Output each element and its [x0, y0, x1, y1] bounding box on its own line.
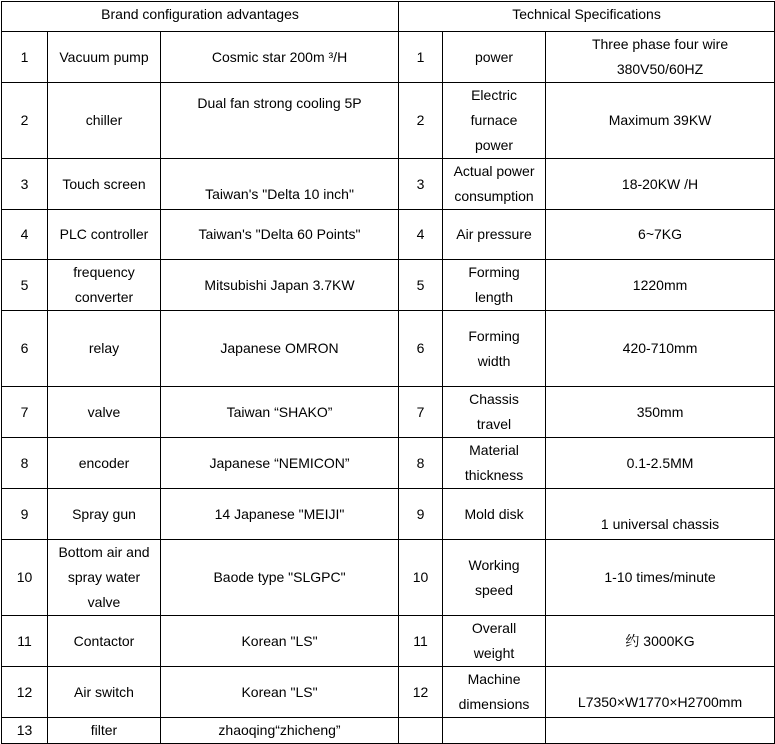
- row-number: 9: [2, 489, 48, 540]
- spec-value: 420-710mm: [546, 311, 775, 387]
- table-row: [2, 32, 775, 83]
- spec-name: Material thickness: [443, 438, 546, 489]
- brand-value: Taiwan's "Delta 10 inch": [161, 159, 399, 210]
- row-number: 5: [2, 260, 48, 311]
- component-name: chiller: [48, 83, 161, 159]
- component-name: Contactor: [48, 616, 161, 667]
- component-name: Spray gun: [48, 489, 161, 540]
- brand-value: Dual fan strong cooling 5P: [161, 83, 399, 159]
- spec-value: 1 universal chassis: [546, 489, 775, 540]
- table-row: [2, 540, 775, 616]
- spec-number: 7: [399, 387, 443, 438]
- brand-value: Cosmic star 200m ³/H: [161, 32, 399, 83]
- spec-name: Actual power consumption: [443, 159, 546, 210]
- brand-value: 14 Japanese "MEIJI": [161, 489, 399, 540]
- component-name: Touch screen: [48, 159, 161, 210]
- spec-name: Electric furnace power: [443, 83, 546, 159]
- spec-value: L7350×W1770×H2700mm: [546, 667, 775, 718]
- table-row: [2, 83, 775, 159]
- spec-name: [443, 718, 546, 744]
- component-name: encoder: [48, 438, 161, 489]
- component-name: valve: [48, 387, 161, 438]
- spec-name: Mold disk: [443, 489, 546, 540]
- table-row: [2, 718, 775, 744]
- brand-value: Baode type "SLGPC": [161, 540, 399, 616]
- row-number: 8: [2, 438, 48, 489]
- table-row: [2, 311, 775, 387]
- row-number: 12: [2, 667, 48, 718]
- component-name: Air switch: [48, 667, 161, 718]
- spec-name: power: [443, 32, 546, 83]
- component-name: PLC controller: [48, 210, 161, 260]
- brand-value: zhaoqing“zhicheng”: [161, 718, 399, 744]
- component-name: filter: [48, 718, 161, 744]
- component-name: relay: [48, 311, 161, 387]
- spec-number: 10: [399, 540, 443, 616]
- row-number: 13: [2, 718, 48, 744]
- spec-value: Maximum 39KW: [546, 83, 775, 159]
- table-row: [2, 667, 775, 718]
- spec-number: 11: [399, 616, 443, 667]
- spec-value: 0.1-2.5MM: [546, 438, 775, 489]
- spec-value: Three phase four wire 380V50/60HZ: [546, 32, 775, 83]
- spec-value: 6~7KG: [546, 210, 775, 260]
- table-row: [2, 210, 775, 260]
- spec-table: [1, 1, 775, 744]
- row-number: 10: [2, 540, 48, 616]
- brand-value: Taiwan's "Delta 60 Points": [161, 210, 399, 260]
- row-number: 2: [2, 83, 48, 159]
- right-section-heading: Technical Specifications: [399, 2, 775, 32]
- spec-name: Overall weight: [443, 616, 546, 667]
- spec-value: [546, 718, 775, 744]
- brand-value: Taiwan “SHAKO”: [161, 387, 399, 438]
- spec-number: 3: [399, 159, 443, 210]
- table-row: [2, 438, 775, 489]
- spec-value: 约 3000KG: [546, 616, 775, 667]
- brand-value: Japanese OMRON: [161, 311, 399, 387]
- spec-number: 5: [399, 260, 443, 311]
- table-row: [2, 387, 775, 438]
- spec-name: Working speed: [443, 540, 546, 616]
- spec-number: 2: [399, 83, 443, 159]
- row-number: 4: [2, 210, 48, 260]
- table-row: [2, 616, 775, 667]
- spec-name: Forming width: [443, 311, 546, 387]
- spec-name: Chassis travel: [443, 387, 546, 438]
- row-number: 1: [2, 32, 48, 83]
- table-row: [2, 489, 775, 540]
- brand-value: Japanese “NEMICON”: [161, 438, 399, 489]
- spec-number: 9: [399, 489, 443, 540]
- row-number: 6: [2, 311, 48, 387]
- spec-value: 350mm: [546, 387, 775, 438]
- header-row: [2, 2, 775, 32]
- brand-value: Korean "LS": [161, 616, 399, 667]
- component-name: Bottom air and spray water valve: [48, 540, 161, 616]
- spec-number: 6: [399, 311, 443, 387]
- row-number: 7: [2, 387, 48, 438]
- spec-name: Forming length: [443, 260, 546, 311]
- component-name: frequency converter: [48, 260, 161, 311]
- table-row: [2, 260, 775, 311]
- spec-number: 8: [399, 438, 443, 489]
- spec-name: Air pressure: [443, 210, 546, 260]
- brand-value: Mitsubishi Japan 3.7KW: [161, 260, 399, 311]
- row-number: 3: [2, 159, 48, 210]
- table-row: [2, 159, 775, 210]
- spec-number: [399, 718, 443, 744]
- spec-value: 18-20KW /H: [546, 159, 775, 210]
- brand-value: Korean "LS": [161, 667, 399, 718]
- spec-number: 1: [399, 32, 443, 83]
- row-number: 11: [2, 616, 48, 667]
- component-name: Vacuum pump: [48, 32, 161, 83]
- spec-value: 1-10 times/minute: [546, 540, 775, 616]
- spec-value: 1220mm: [546, 260, 775, 311]
- spec-number: 4: [399, 210, 443, 260]
- left-section-heading: Brand configuration advantages: [2, 2, 399, 32]
- spec-name: Machine dimensions: [443, 667, 546, 718]
- spec-number: 12: [399, 667, 443, 718]
